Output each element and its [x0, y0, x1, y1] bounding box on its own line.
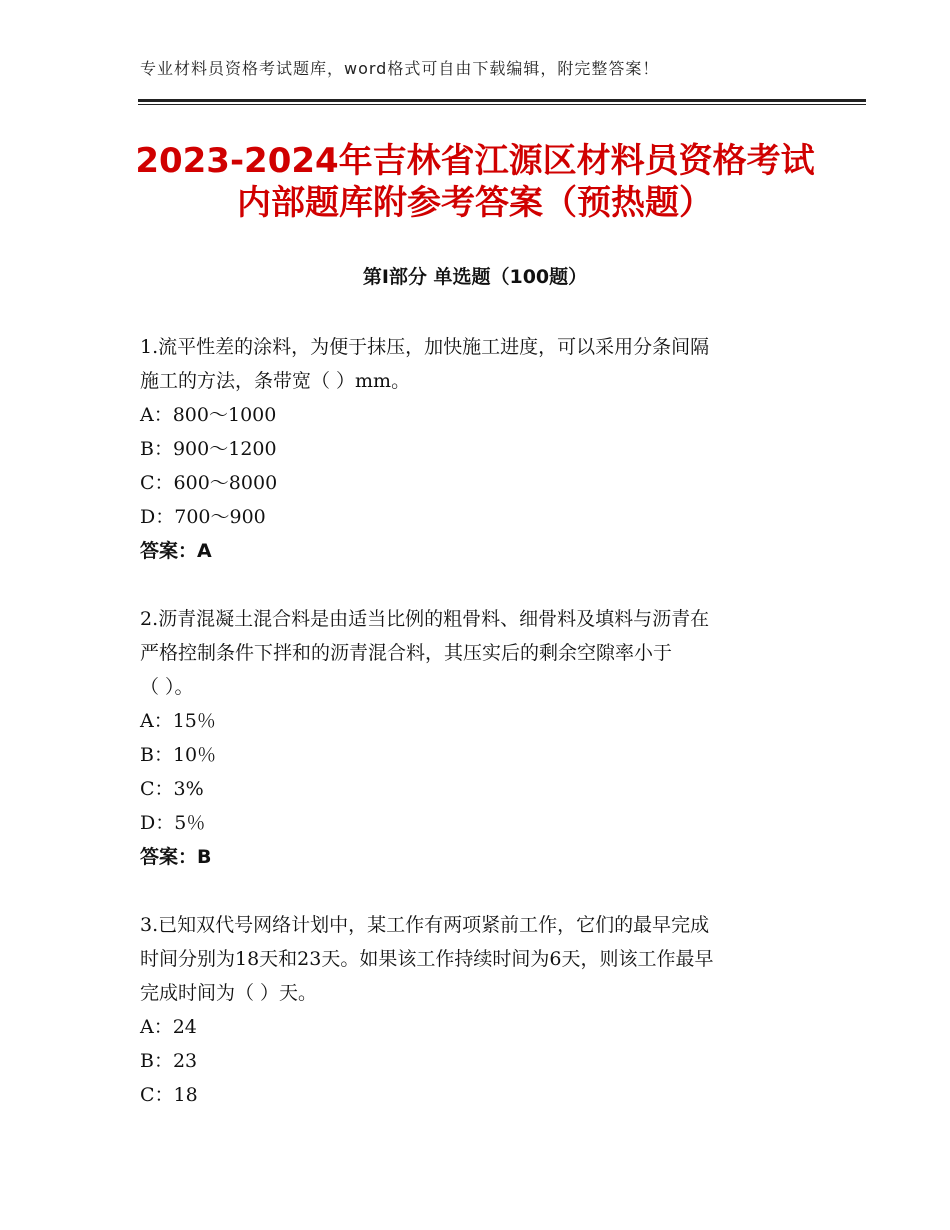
header-rule-thin	[138, 104, 866, 105]
option-d: D：5％	[140, 812, 206, 834]
question-3	[140, 908, 820, 1112]
option-a: A：800～1000	[140, 404, 277, 426]
question-1	[140, 330, 820, 568]
question-stem-line: 1.流平性差的涂料，为便于抹压，加快施工进度，可以采用分条间隔	[140, 336, 710, 358]
option-c: C：600～8000	[140, 472, 278, 494]
option-b: B：900～1200	[140, 438, 277, 460]
option-c: C：18	[140, 1084, 198, 1106]
answer-line: 答案：A	[140, 540, 212, 562]
title-line-2: 内部题库附参考答案（预热题）	[237, 183, 713, 223]
option-a: A：15％	[140, 710, 216, 732]
answer-line: 答案：B	[140, 846, 212, 868]
question-list	[140, 330, 820, 1146]
question-stem-line: 2.沥青混凝土混合料是由适当比例的粗骨料、细骨料及填料与沥青在	[140, 608, 710, 630]
option-b: B：10％	[140, 744, 217, 766]
question-stem-line: 完成时间为（ ）天。	[140, 982, 318, 1004]
question-stem-line: （ ）。	[140, 676, 194, 698]
page-header: 专业材料员资格考试题库，word格式可自由下载编辑，附完整答案！	[140, 59, 660, 78]
option-a: A：24	[140, 1016, 197, 1038]
option-c: C：3%	[140, 778, 204, 800]
option-d: D：700～900	[140, 506, 266, 528]
question-2	[140, 602, 820, 874]
question-stem-line: 时间分别为18天和23天。如果该工作持续时间为6天，则该工作最早	[140, 948, 714, 970]
title-line-1: 2023-2024年吉林省江源区材料员资格考试	[135, 141, 815, 181]
question-stem-line: 施工的方法，条带宽（ ）mm。	[140, 370, 411, 392]
question-stem-line: 严格控制条件下拌和的沥青混合料，其压实后的剩余空隙率小于	[140, 642, 673, 664]
header-rule-thick	[138, 99, 866, 102]
option-b: B：23	[140, 1050, 198, 1072]
question-stem-line: 3.已知双代号网络计划中，某工作有两项紧前工作，它们的最早完成	[140, 914, 710, 936]
document-title	[100, 140, 850, 224]
section-heading: 第Ⅰ部分 单选题（100题）	[362, 266, 588, 288]
